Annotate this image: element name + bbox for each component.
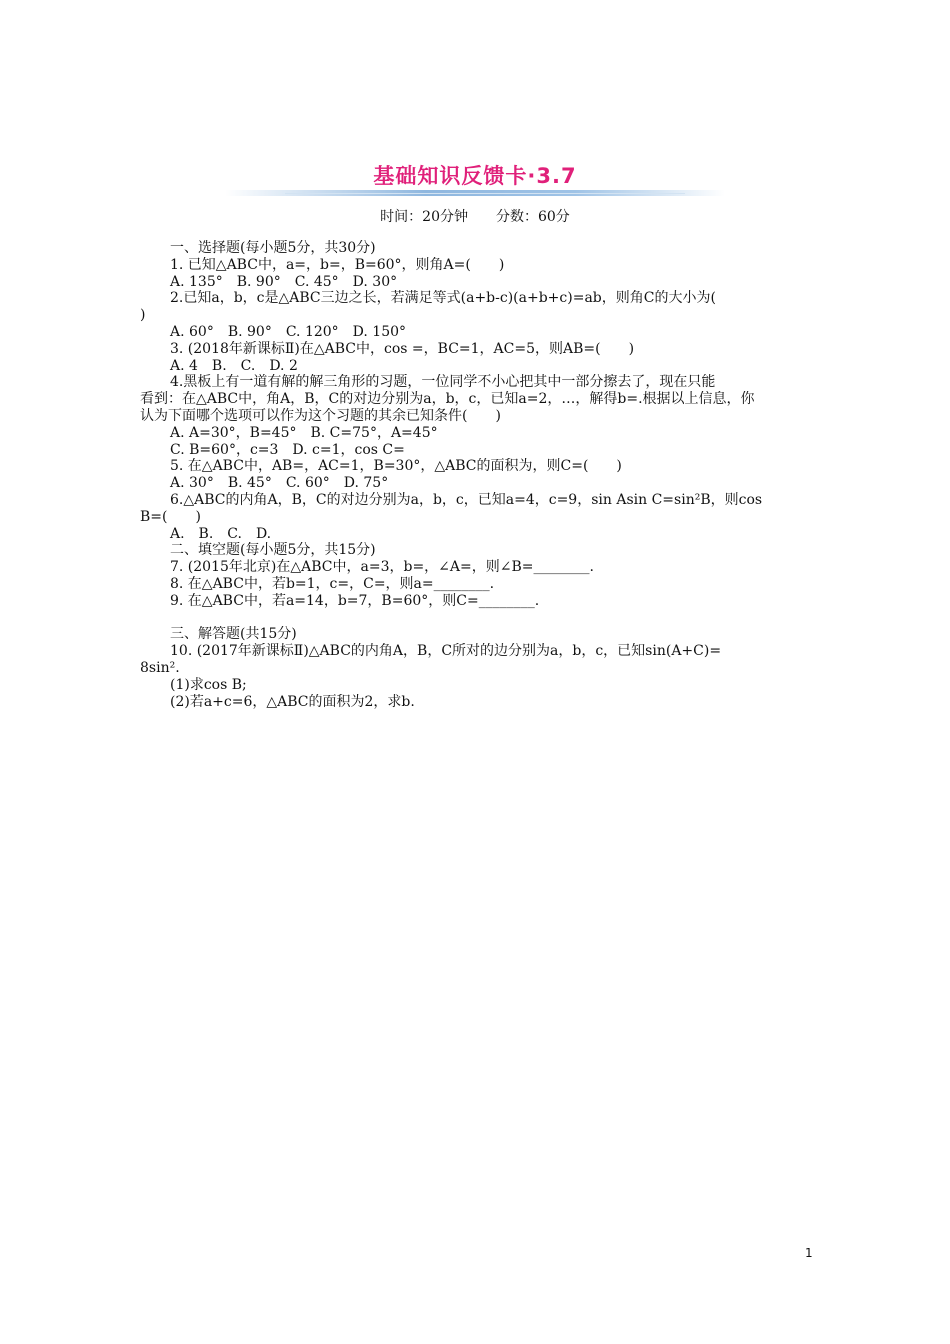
options-line: A. 30° B. 45° C. 60° D. 75° <box>170 475 389 492</box>
options-line: A. A=30°，B=45° B. C=75°，A=45° <box>170 424 438 441</box>
section-heading: 一、选择题(每小题5分，共30分) <box>170 240 376 256</box>
options-line: C. B=60°，c=3 D. c=1，cos C= <box>170 441 405 458</box>
question-line: 5. 在△ABC中，AB=，AC=1，B=30°，△ABC的面积为，则C=( ) <box>170 458 622 475</box>
question-line: 8. 在△ABC中，若b=1，c=，C=，则a=________. <box>170 575 495 592</box>
section-heading: 二、填空题(每小题5分，共15分) <box>170 542 376 559</box>
title-underline <box>225 190 725 196</box>
question-line: 2.已知a，b，c是△ABC三边之长，若满足等式(a+b-c)(a+b+c)=ab，则角C的大小为( <box>170 290 716 307</box>
question-line: 7. (2015年北京)在△ABC中，a=3，b=，∠A=，则∠B=________. <box>170 559 594 576</box>
time-score-line: 时间：20分钟 分数：60分 <box>380 209 570 225</box>
options-line: A. 60° B. 90° C. 120° D. 150° <box>170 323 407 340</box>
question-body <box>140 240 820 710</box>
options-line: A. B. C. D. <box>170 525 272 542</box>
question-line: 认为下面哪个选项可以作为这个习题的其余已知条件( ) <box>140 407 501 424</box>
question-line: (2)若a+c=6，△ABC的面积为2，求b. <box>170 693 415 710</box>
options-line: A. 4 B. C. D. 2 <box>170 357 298 374</box>
question-line: 6.△ABC的内角A，B，C的对边分别为a，b，c，已知a=4，c=9，sin Asin C=sin²B，则cos <box>170 491 763 508</box>
question-line: (1)求cos B; <box>170 676 247 693</box>
question-line: 4.黑板上有一道有解的解三角形的习题，一位同学不小心把其中一部分擦去了，现在只能 <box>170 374 716 391</box>
blank-line <box>140 610 820 627</box>
question-line: 看到：在△ABC中，角A，B，C的对边分别为a，b，c，已知a=2，…，解得b=.根据以上信息，你 <box>140 391 755 408</box>
question-line: ) <box>140 307 146 324</box>
question-line: B=( ) <box>140 508 201 525</box>
options-line: A. 135° B. 90° C. 45° D. 30° <box>170 273 398 290</box>
page-title: 基础知识反馈卡·3.7 <box>373 164 577 188</box>
section-heading: 三、解答题(共15分) <box>170 626 297 643</box>
question-line: 3. (2018年新课标Ⅱ)在△ABC中，cos =，BC=1，AC=5，则AB=( ) <box>170 340 635 357</box>
question-line: 9. 在△ABC中，若a=14，b=7，B=60°，则C=________. <box>170 592 540 609</box>
question-line: 1. 已知△ABC中，a=，b=，B=60°，则角A=( ) <box>170 256 505 273</box>
question-line: 10. (2017年新课标Ⅱ)△ABC的内角A，B，C所对的边分别为a，b，c，已知sin(A+C)= <box>170 643 722 660</box>
page-number: 1 <box>805 1246 813 1260</box>
question-line: 8sin². <box>140 659 180 676</box>
